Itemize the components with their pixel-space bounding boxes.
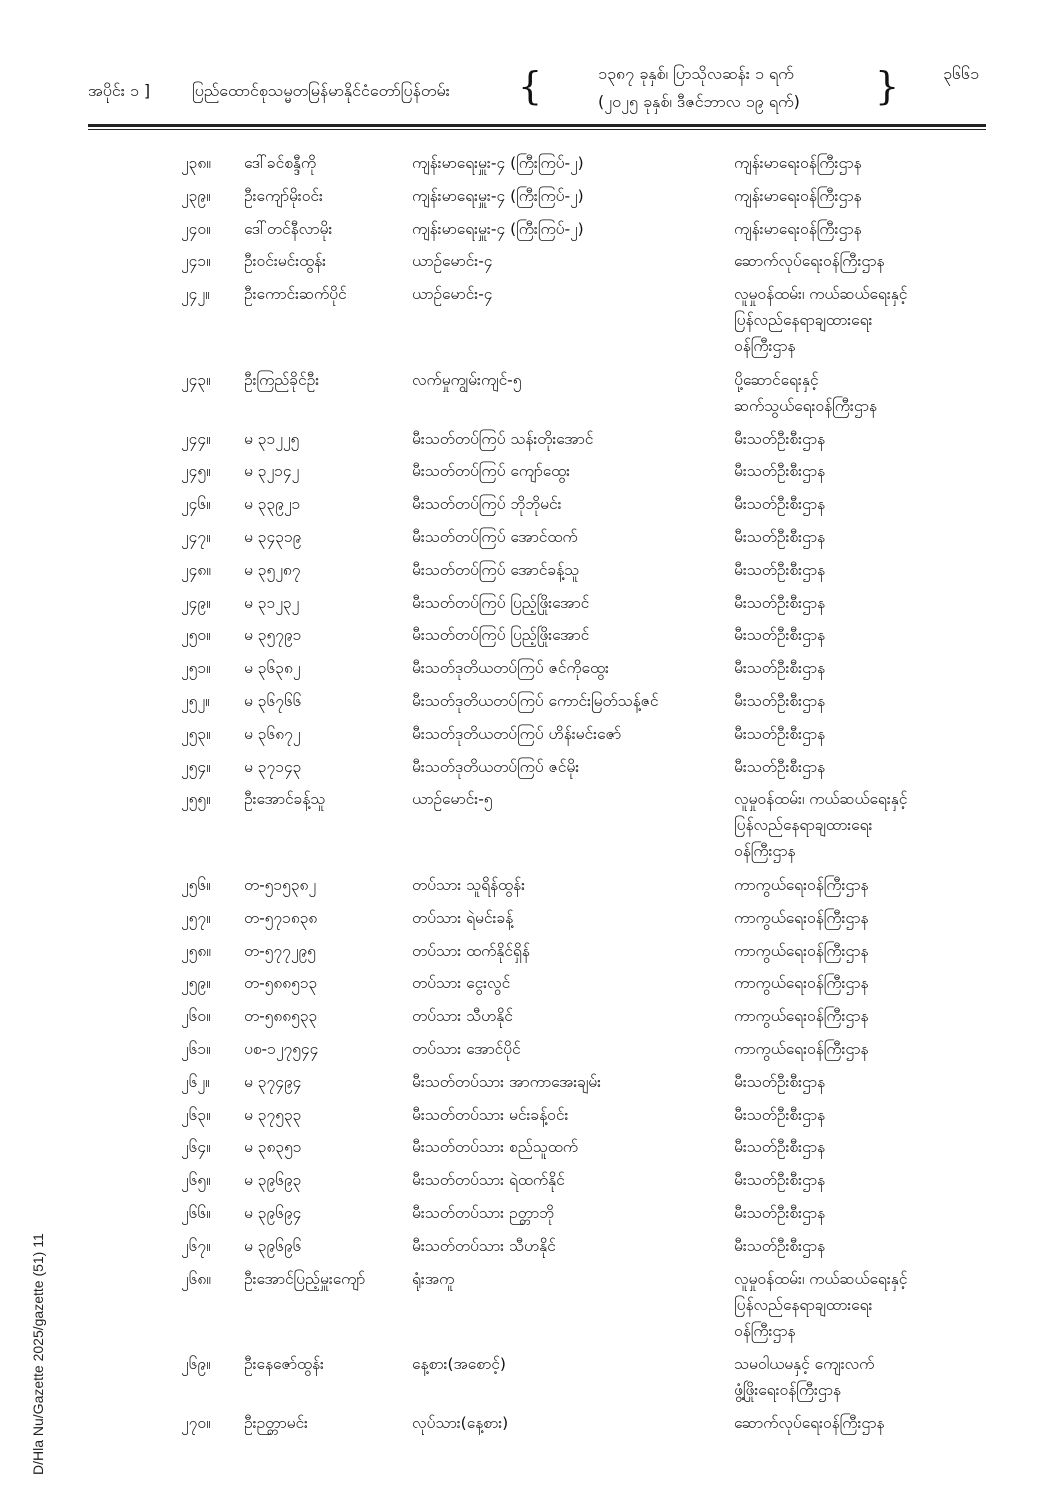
row-name: ဒေါ်တင်နီလာမိုး — [244, 219, 333, 238]
award-list — [0, 150, 1061, 1443]
row-name: ဦးနေဇော်ထွန်း — [244, 1355, 324, 1374]
left-brace: { — [518, 64, 543, 108]
ministry-line: ပြန်လည်နေရာချထားရေး — [734, 816, 873, 835]
row-ministry — [734, 721, 825, 747]
row-name: ဦးဉတ္တာမင်း — [244, 1414, 308, 1433]
ministry-line: ပြန်လည်နေရာချထားရေး — [734, 311, 873, 330]
list-row — [0, 872, 1061, 905]
row-number: ၂၄၈။ — [181, 560, 211, 579]
ministry-line: မီးသတ်ဦးစီးဌာန — [734, 462, 826, 481]
right-brace: } — [875, 64, 900, 108]
ministry-line: မီးသတ်ဦးစီးဌာန — [734, 593, 826, 612]
date-gregorian: (၂၀၂၅ ခုနှစ်၊ ဒီဇင်ဘာလ ၁၉ ရက်) — [598, 92, 800, 111]
row-ministry — [734, 1351, 874, 1403]
row-name: မ ၃၉၆၉၄ — [244, 1203, 302, 1222]
row-number: ၂၃၈။ — [181, 154, 211, 172]
header-rule-thin — [88, 129, 986, 130]
row-ministry — [734, 1003, 868, 1029]
list-row — [0, 1036, 1061, 1069]
list-row — [0, 754, 1061, 787]
ministry-line: မီးသတ်ဦးစီးဌာန — [734, 692, 826, 711]
list-row — [0, 524, 1061, 557]
row-ministry — [734, 1266, 907, 1344]
gazette-title: ပြည်ထောင်စုသမ္မတမြန်မာနိုင်ငံတော်ပြန်တမ်း — [192, 81, 450, 100]
row-name: ဦးအောင်ခန့်သူ — [244, 790, 326, 809]
row-name: မ ၃၉၆၉၃ — [244, 1171, 302, 1190]
ministry-line: ဝန်ကြီးဌာန — [734, 337, 796, 356]
list-row — [0, 367, 1061, 426]
row-name: မ ၃၂၁၄၂ — [244, 462, 300, 481]
part-label: အပိုင်း ၁ ] — [88, 81, 151, 100]
row-ministry — [734, 1410, 884, 1436]
row-number: ၂၄၄။ — [181, 429, 211, 448]
ministry-line: မီးသတ်ဦးစီးဌာန — [734, 1171, 826, 1190]
row-number: ၂၄၃။ — [181, 370, 211, 389]
row-name: တ-၅၇၇၂၉၅ — [244, 941, 316, 960]
row-name: ဦးကောင်းဆက်ပိုင် — [244, 285, 347, 304]
row-ministry — [734, 458, 825, 484]
side-reference-code: D/Hla Nu/Gazette 2025/gazette (51) 11 — [30, 1233, 46, 1475]
row-ministry — [734, 1102, 825, 1128]
row-number: ၂၆၃။ — [181, 1105, 211, 1124]
ministry-line: ဝန်ကြီးဌာန — [734, 842, 796, 861]
ministry-line: လူမှုဝန်ထမ်း၊ ကယ်ဆယ်ရေးနှင့် — [734, 1269, 908, 1288]
row-name: တ-၅၁၅၃၈၂ — [244, 875, 317, 894]
ministry-line: ကာကွယ်ရေးဝန်ကြီးဌာန — [734, 974, 869, 993]
row-rank: မီးသတ်တပ်သား စည်သူထက် — [412, 1138, 578, 1157]
row-number: ၂၆၀။ — [181, 1007, 211, 1026]
row-number: ၂၇၀။ — [181, 1414, 211, 1433]
ministry-line: သမဝါယမနှင့် ကျေးလက် — [734, 1355, 875, 1374]
row-rank: မီးသတ်တပ်ကြပ် အောင်ခန့်သူ — [412, 560, 580, 579]
row-ministry — [734, 1069, 825, 1095]
row-rank: တပ်သား ငွေးလွင် — [412, 974, 511, 993]
row-name: မ ၃၁၂၃၂ — [244, 593, 300, 612]
row-ministry — [734, 688, 825, 714]
row-name: ပစ-၁၂၇၅၄၄ — [244, 1039, 319, 1058]
list-row — [0, 590, 1061, 623]
ministry-line: မီးသတ်ဦးစီးဌာန — [734, 1203, 826, 1222]
list-row — [0, 150, 1061, 183]
list-row — [0, 281, 1061, 367]
list-row — [0, 1266, 1061, 1352]
row-rank: မီးသတ်တပ်သား မင်းခန့်ဝင်း — [412, 1105, 569, 1124]
row-number: ၂၅၁။ — [181, 659, 211, 678]
row-ministry — [734, 491, 825, 517]
ministry-line: ကာကွယ်ရေးဝန်ကြီးဌာန — [734, 875, 869, 894]
ministry-line: ပို့ဆောင်ရေးနှင့် — [734, 370, 819, 389]
ministry-line: ကာကွယ်ရေးဝန်ကြီးဌာန — [734, 908, 869, 927]
ministry-line: မီးသတ်ဦးစီးဌာန — [734, 659, 826, 678]
row-ministry — [734, 367, 877, 419]
ministry-line: ဆက်သွယ်ရေးဝန်ကြီးဌာန — [734, 396, 877, 415]
row-ministry — [734, 754, 825, 780]
row-ministry — [734, 590, 825, 616]
list-row — [0, 905, 1061, 938]
ministry-line: မီးသတ်ဦးစီးဌာန — [734, 1072, 826, 1091]
row-rank: မီးသတ်တပ်ကြပ် ဘိုဘိုမင်း — [412, 495, 562, 514]
row-rank: နေ့စား(အစောင့်) — [412, 1355, 506, 1374]
list-row — [0, 426, 1061, 459]
row-number: ၂၆၅။ — [181, 1171, 211, 1190]
row-number: ၂၃၉။ — [181, 186, 211, 205]
row-number: ၂၆၂။ — [181, 1072, 210, 1091]
row-rank: တပ်သား အောင်ပိုင် — [412, 1039, 521, 1058]
list-row — [0, 1410, 1061, 1443]
ministry-line: ကာကွယ်ရေးဝန်ကြီးဌာန — [734, 941, 869, 960]
row-number: ၂၆၄။ — [181, 1138, 211, 1157]
row-name: မ ၃၃၉၂၁ — [244, 495, 301, 514]
ministry-line: ကျန်းမာရေးဝန်ကြီးဌာန — [734, 219, 862, 238]
ministry-line: မီးသတ်ဦးစီးဌာန — [734, 626, 826, 645]
ministry-line: ကာကွယ်ရေးဝန်ကြီးဌာန — [734, 1007, 869, 1026]
row-rank: တပ်သား သီဟနိုင် — [412, 1007, 513, 1026]
row-name: မ ၃၇၁၄၃ — [244, 757, 302, 776]
list-row — [0, 688, 1061, 721]
list-row — [0, 1233, 1061, 1266]
row-name: မ ၃၆၈၇၂ — [244, 724, 301, 743]
row-number: ၂၄၅။ — [181, 462, 211, 481]
ministry-line: မီးသတ်ဦးစီးဌာန — [734, 528, 826, 547]
row-name: မ ၃၇၅၃၃ — [244, 1105, 302, 1124]
row-rank: မီးသတ်ဒုတိယတပ်ကြပ် ဟိန်းမင်းဇော် — [412, 724, 622, 743]
row-rank: မီးသတ်တပ်သား ဉတ္တာဘို — [412, 1203, 555, 1222]
row-name: မ ၃၈၃၅၁ — [244, 1138, 302, 1157]
row-number: ၂၅၅။ — [181, 790, 211, 809]
row-number: ၂၅၈။ — [181, 941, 211, 960]
ministry-line: ကာကွယ်ရေးဝန်ကြီးဌာန — [734, 1039, 869, 1058]
row-rank: မီးသတ်တပ်ကြပ် ပြည့်ဖြိုးအောင် — [412, 593, 590, 612]
row-number: ၂၄၀။ — [181, 219, 211, 238]
ministry-line: ကျန်းမာရေးဝန်ကြီးဌာန — [734, 186, 862, 205]
row-rank: တပ်သား ထက်နိုင်ရှိန် — [412, 941, 530, 960]
ministry-line: မီးသတ်ဦးစီးဌာန — [734, 1138, 826, 1157]
row-number: ၂၄၉။ — [181, 593, 211, 612]
row-rank: ယာဉ်မောင်း-၄ — [412, 285, 493, 304]
row-rank: မီးသတ်ဒုတိယတပ်ကြပ် ဇင်ကိုထွေး — [412, 659, 609, 678]
ministry-line: မီးသတ်ဦးစီးဌာန — [734, 429, 826, 448]
list-row — [0, 557, 1061, 590]
row-name: ဒေါ်ခင်စန္ဒီကို — [244, 154, 317, 172]
list-row — [0, 1102, 1061, 1135]
page-number: ၃၆၆၁ — [943, 64, 979, 83]
row-rank: ယာဉ်မောင်း-၅ — [412, 790, 493, 809]
row-name: မ ၃၄၃၁၉ — [244, 528, 302, 547]
row-rank: မီးသတ်တပ်ကြပ် ပြည့်ဖြိုးအောင် — [412, 626, 590, 645]
row-rank: မီးသတ်တပ်သား ရဲထက်နိုင် — [412, 1171, 565, 1190]
row-rank: ကျန်းမာရေးမှူး-၄ (ကြီးကြပ်-၂) — [412, 154, 584, 172]
row-number: ၂၅၆။ — [181, 875, 211, 894]
row-name: ဦးကျော်မိုးဝင်း — [244, 186, 323, 205]
row-rank: မီးသတ်တပ်ကြပ် အောင်ထက် — [412, 528, 578, 547]
row-rank: ကျန်းမာရေးမှူး-၄ (ကြီးကြပ်-၂) — [412, 219, 584, 238]
row-ministry — [734, 970, 868, 996]
header-rule-thick — [88, 124, 986, 127]
row-name: ဦးဝင်းမင်းထွန်း — [244, 252, 327, 271]
ministry-line: လူမှုဝန်ထမ်း၊ ကယ်ဆယ်ရေးနှင့် — [734, 285, 908, 304]
row-ministry — [734, 622, 825, 648]
row-ministry — [734, 426, 825, 452]
row-number: ၂၅၂။ — [181, 692, 210, 711]
row-ministry — [734, 1167, 825, 1193]
ministry-line: မီးသတ်ဦးစီးဌာန — [734, 757, 826, 776]
row-number: ၂၅၄။ — [181, 757, 211, 776]
ministry-line: ကျန်းမာရေးဝန်ကြီးဌာန — [734, 154, 862, 172]
row-rank: မီးသတ်တပ်သား အာကာအေးချမ်း — [412, 1072, 602, 1091]
list-row — [0, 721, 1061, 754]
row-name: မ ၃၆၃၈၂ — [244, 659, 301, 678]
row-rank: လက်မှုကျွမ်းကျင်-၅ — [412, 370, 522, 389]
list-row — [0, 458, 1061, 491]
row-rank: မီးသတ်တပ်သား သီဟနိုင် — [412, 1236, 556, 1255]
row-ministry — [734, 557, 825, 583]
row-ministry — [734, 905, 868, 931]
list-row — [0, 786, 1061, 872]
row-name: တ-၅၈၈၅၃၃ — [244, 1007, 318, 1026]
ministry-line: လူမှုဝန်ထမ်း၊ ကယ်ဆယ်ရေးနှင့် — [734, 790, 908, 809]
list-row — [0, 216, 1061, 249]
row-name: မ ၃၆၇၆၆ — [244, 692, 302, 711]
row-name: တ-၅၇၁၈၃၈ — [244, 908, 318, 927]
ministry-line: မီးသတ်ဦးစီးဌာန — [734, 1105, 826, 1124]
list-row — [0, 1003, 1061, 1036]
row-rank: ရုံးအကူ — [412, 1269, 455, 1288]
ministry-line: ဆောက်လုပ်ရေးဝန်ကြီးဌာန — [734, 252, 885, 271]
row-number: ၂၆၈။ — [181, 1269, 211, 1288]
ministry-line: မီးသတ်ဦးစီးဌာန — [734, 495, 826, 514]
row-name: မ ၃၉၆၉၆ — [244, 1236, 302, 1255]
row-number: ၂၄၁။ — [181, 252, 211, 271]
row-rank: မီးသတ်ဒုတိယတပ်ကြပ် ကောင်းမြတ်သန့်ဇင် — [412, 692, 659, 711]
row-rank: ယာဉ်မောင်း-၄ — [412, 252, 493, 271]
list-row — [0, 1134, 1061, 1167]
row-name: မ ၃၁၂၂၅ — [244, 429, 300, 448]
row-ministry — [734, 248, 884, 274]
ministry-line: ဆောက်လုပ်ရေးဝန်ကြီးဌာန — [734, 1414, 885, 1433]
row-number: ၂၅၉။ — [181, 974, 211, 993]
row-name: တ-၅၈၈၅၁၃ — [244, 974, 318, 993]
row-rank: မီးသတ်တပ်ကြပ် သန်းတိုးအောင် — [412, 429, 594, 448]
row-number: ၂၆၆။ — [181, 1203, 211, 1222]
row-name: မ ၃၇၄၉၄ — [244, 1072, 302, 1091]
row-ministry — [734, 216, 861, 242]
row-ministry — [734, 150, 861, 176]
row-ministry — [734, 1134, 825, 1160]
row-rank: မီးသတ်တပ်ကြပ် ကျော်ထွေး — [412, 462, 571, 481]
row-ministry — [734, 524, 825, 550]
row-ministry — [734, 1200, 825, 1226]
ministry-line: မီးသတ်ဦးစီးဌာန — [734, 724, 826, 743]
row-number: ၂၆၁။ — [181, 1039, 211, 1058]
list-row — [0, 1069, 1061, 1102]
ministry-line: ဖွံ့ဖြိုးရေးဝန်ကြီးဌာန — [734, 1381, 841, 1400]
row-name: မ ၃၅၂၈၇ — [244, 560, 301, 579]
list-row — [0, 655, 1061, 688]
row-rank: တပ်သား သူရိန်ထွန်း — [412, 875, 526, 894]
ministry-line: မီးသတ်ဦးစီးဌာန — [734, 1236, 826, 1255]
list-row — [0, 491, 1061, 524]
ministry-line: ဝန်ကြီးဌာန — [734, 1321, 796, 1340]
row-ministry — [734, 1036, 868, 1062]
page-header — [0, 0, 1061, 130]
date-myanmar: ၁၃၈၇ ခုနှစ်၊ ပြာသိုလဆန်း ၁ ရက် — [598, 64, 794, 83]
row-name: ဦးအောင်ပြည့်မှူးကျော် — [244, 1269, 366, 1288]
ministry-line: မီးသတ်ဦးစီးဌာန — [734, 560, 826, 579]
row-number: ၂၆၇။ — [181, 1236, 211, 1255]
row-ministry — [734, 183, 861, 209]
row-number: ၂၄၇။ — [181, 528, 211, 547]
list-row — [0, 1167, 1061, 1200]
list-row — [0, 183, 1061, 216]
row-rank: ကျန်းမာရေးမှူး-၄ (ကြီးကြပ်-၂) — [412, 186, 584, 205]
row-number: ၂၄၂။ — [181, 285, 210, 304]
row-name: ဦးကြည်ခိုင်ဦး — [244, 370, 320, 389]
list-row — [0, 622, 1061, 655]
row-number: ၂၅၃။ — [181, 724, 211, 743]
row-rank: တပ်သား ရဲမင်းခန့် — [412, 908, 514, 927]
row-number: ၂၆၉။ — [181, 1355, 211, 1374]
list-row — [0, 938, 1061, 971]
row-ministry — [734, 655, 825, 681]
row-ministry — [734, 281, 907, 359]
row-name: မ ၃၅၇၉၁ — [244, 626, 302, 645]
list-row — [0, 1351, 1061, 1410]
row-ministry — [734, 938, 868, 964]
row-rank: မီးသတ်ဒုတိယတပ်ကြပ် ဇင်မိုး — [412, 757, 580, 776]
list-row — [0, 248, 1061, 281]
row-number: ၂၄၆။ — [181, 495, 211, 514]
list-row — [0, 970, 1061, 1003]
ministry-line: ပြန်လည်နေရာချထားရေး — [734, 1295, 873, 1314]
row-ministry — [734, 786, 907, 864]
row-ministry — [734, 872, 868, 898]
row-number: ၂၅၇။ — [181, 908, 211, 927]
row-ministry — [734, 1233, 825, 1259]
list-row — [0, 1200, 1061, 1233]
row-rank: လုပ်သား(နေ့စား) — [412, 1414, 509, 1433]
row-number: ၂၅၀။ — [181, 626, 211, 645]
